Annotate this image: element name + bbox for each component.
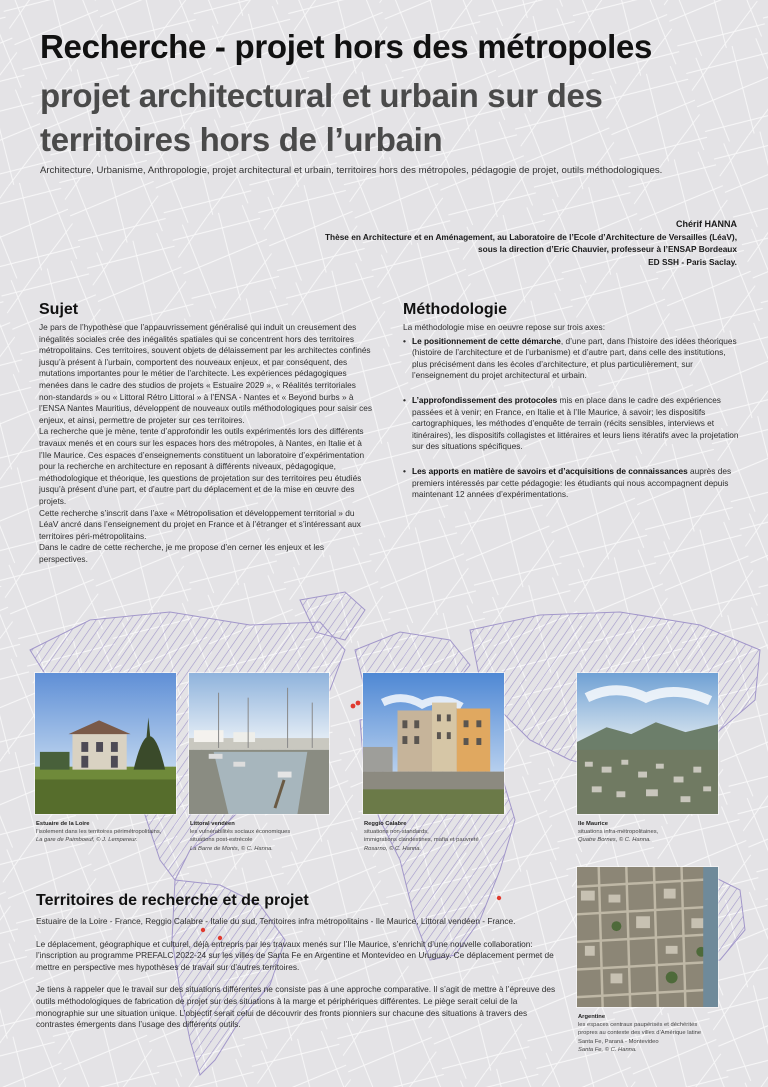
author-line-1: Thèse en Architecture et en Aménagement, au Laboratoire de l’Ecole d’Architecture de Versailles (LéaV),	[324, 231, 737, 242]
photo-reggio-calabre	[362, 672, 505, 815]
methodologie-list	[403, 336, 743, 501]
title-subtitle: projet architectural et urbain sur des territoires hors de l’urbain	[40, 77, 603, 158]
caption-line: situations post-estrécole	[190, 837, 253, 844]
caption-line: propres au contexte des villes d’Amérique latine	[578, 1030, 702, 1037]
territoires-paragraph-1: Estuaire de la Loire - France, Reggio Calabre - Italie du sud, Territoires infra métropolitains - Ile Maurice, Littoral vendéen - France.	[36, 916, 516, 926]
caption-credit: Quatre Bornes, © C. Hanna.	[578, 837, 651, 844]
author-line-3: ED SSH - Paris Saclay.	[648, 256, 737, 267]
author-block	[325, 218, 737, 268]
list-item-text: auprès des premiers intéressés par cette pédagogie: les étudiants qui nous accompagnent depuis maintenant 12 années d’expérimentations.	[412, 465, 732, 500]
list-item	[403, 336, 743, 382]
caption-title: Reggio Calabre	[364, 821, 407, 827]
sujet-text	[39, 322, 374, 565]
list-item-bold: L’approfondissement des protocoles	[412, 394, 558, 405]
territoires-paragraph-2: Le déplacement, géographique et culturel, déjà entrepris par les travaux menés sur l’Ile Maurice, s’enrichit d’une nouvelle collaboration: l’inscription au programme PREFALC 2022-24 sur les villes de Santa Fe en Argentine et Montevideo en Uruguay. Ce déplacement permet de mettre en perspective mes hypothèses de travail sur d’autres territoires.	[36, 938, 554, 972]
title-main: Recherche - projet hors des métropoles	[40, 28, 653, 65]
sujet-paragraph-4: Dans le cadre de cette recherche, je me propose d’en cerner les enjeux et les perspectives.	[39, 542, 325, 564]
list-item-bold: Les apports en matière de savoirs et d’acquisitions de connaissances	[412, 465, 688, 476]
caption-credit: La Barre de Monts, © C. Hanna.	[190, 845, 273, 852]
methodologie-intro: La méthodologie mise en oeuvre repose sur trois axes:	[403, 322, 606, 332]
caption-line: les vulnérabilités sociaux économiques	[190, 829, 291, 836]
list-item-bold: Le positionnement de cette démarche	[412, 335, 561, 346]
bullet-icon: •	[403, 465, 406, 476]
sujet-paragraph-1: Je pars de l’hypothèse que l’appauvrissement généralisé qui induit un creusement des inégalités sociales crée des inégalités spatiales qui se concentrent hors des territoires métropolitains. Ces territoires, souvent objets de délaissement par les architectes confinés jusqu’à présent à l’urbain, comportent des nouveaux enjeux, et par conséquent, des mutations importantes pour le métier de l’architecte. Les expériences pédagogiques menées dans le cadre des studios de projets « Estuaire 2029 », « Réalités territoriales non-standards » ou « Littoral Rétro Littoral » à l’ENSA - Nantes et « Beyond burbs » à l’ENSA Nantes Mauritius, développent de nouveaux outils méthodologiques pour saisir ces enjeux, et ainsi, permettre de projeter sur ces territoires.	[39, 322, 372, 425]
territoires-text	[36, 916, 566, 1042]
caption-credit: Santa Fe, © C. Hanna.	[578, 1046, 637, 1053]
caption-line: situations infra-métropolitaines,	[578, 829, 659, 836]
photo-littoral-vendeen	[188, 672, 330, 815]
caption-title: Estuaire de la Loire	[36, 821, 90, 827]
caption-title: Argentine	[578, 1014, 606, 1020]
bullet-icon: •	[403, 394, 406, 405]
methodologie-heading: Méthodologie	[403, 301, 507, 318]
caption-line: situations non-standards,	[364, 829, 429, 836]
list-item-text: mis en place dans le cadre des expériences passées et à venir; en France, en Italie et à l’Ile Maurice, à savoir; les dispositifs cartographiques, les méthodes d’enquête de terrain (récits sensibles, interviews et itinéraires), les dispositifs collagistes et littéraires et leurs liens itératifs avec la projetation sur des situations spécifiques.	[412, 394, 739, 452]
territoires-paragraph-3: Je tiens à rappeler que le travail sur des situations différentes ne consiste pas à une approche comparative. Il s’agit de mettre à l’épreuve des outils méthodologiques de fabrication de projet sur des situations à la marge et périphériques différentes. Le piège serait celui de la monographie sur une situation unique. L’objectif serait celui de découvrir des fronts pionniers sur chacune des situations à travers des contrastes émergents dans l’usage des différents outils.	[36, 984, 556, 1030]
caption-credit: Rosarno, © C. Hanna.	[364, 845, 422, 852]
sujet-paragraph-3: Cette recherche s’inscrit dans l’axe « Métropolisation et développement territorial » du LéaV ancré dans l’enseignement du projet en France et à l’étranger et s’intéressant aux territoires péri-métropolitains.	[39, 507, 361, 541]
caption-argentine	[578, 1013, 738, 1054]
caption-ile-maurice	[578, 820, 718, 845]
photo-estuaire-loire	[34, 672, 177, 815]
caption-line: Santa Fe, Paraná - Montevideo	[578, 1038, 659, 1045]
caption-littoral-vendeen	[190, 820, 330, 853]
caption-line: immigrations clandestines, mafia et pauvreté	[364, 837, 479, 844]
caption-title: Littoral vendéen	[190, 821, 235, 827]
caption-credit: La gare de Paimboeuf, © J. Lempereur.	[36, 837, 138, 844]
photo-argentine	[576, 866, 719, 1008]
list-item	[403, 395, 743, 453]
caption-line: l’isolement dans les territoires périmétropolitains,	[36, 829, 162, 836]
author-name: Chérif HANNA	[675, 219, 737, 229]
keywords: Architecture, Urbanisme, Anthropologie, projet architectural et urbain, territoires hors des métropoles, pédagogie de projet, outils méthodologiques.	[40, 165, 663, 176]
list-item-text: , d’une part, dans l’histoire des idées théoriques (histoire de l’architecture et de l’urbanisme) et d’autre part, dans celle des institutions, plus précisément dans les écoles d’architecture, et plus particulièrement, sur l’enseignement du projet architectural et urbain.	[412, 335, 737, 381]
caption-title: Ile Maurice	[578, 821, 608, 827]
caption-reggio-calabre	[364, 820, 514, 853]
photo-ile-maurice	[576, 672, 719, 815]
author-line-2: sous la direction d’Eric Chauvier, professeur à l’ENSAP Bordeaux	[478, 244, 737, 254]
methodologie-text	[403, 322, 743, 514]
sujet-heading: Sujet	[39, 301, 79, 318]
sujet-paragraph-2: La recherche que je mène, tente d’approfondir les outils expérimentés lors des différents travaux menés et en cours sur les espaces hors des métropoles, à Nantes, en Italie et à l’Ile Maurice. Ces espaces d’enseignements constituent un laboratoire d’expérimentation pour la recherche en architecture en reposant à différents niveaux, pédagogique, méthodologique et théorique, les questions de projetation sur des territoires peu étudiés jusqu’à présent d’une part, et d’autre part du déplacement et de la mise en œuvre des projets.	[39, 426, 365, 506]
caption-estuaire-loire	[36, 820, 176, 845]
bullet-icon: •	[403, 335, 406, 346]
territoires-heading: Territoires de recherche et de projet	[36, 892, 309, 909]
list-item	[403, 466, 743, 501]
caption-line: les espaces centraux paupérisés et déchérités	[578, 1022, 698, 1029]
